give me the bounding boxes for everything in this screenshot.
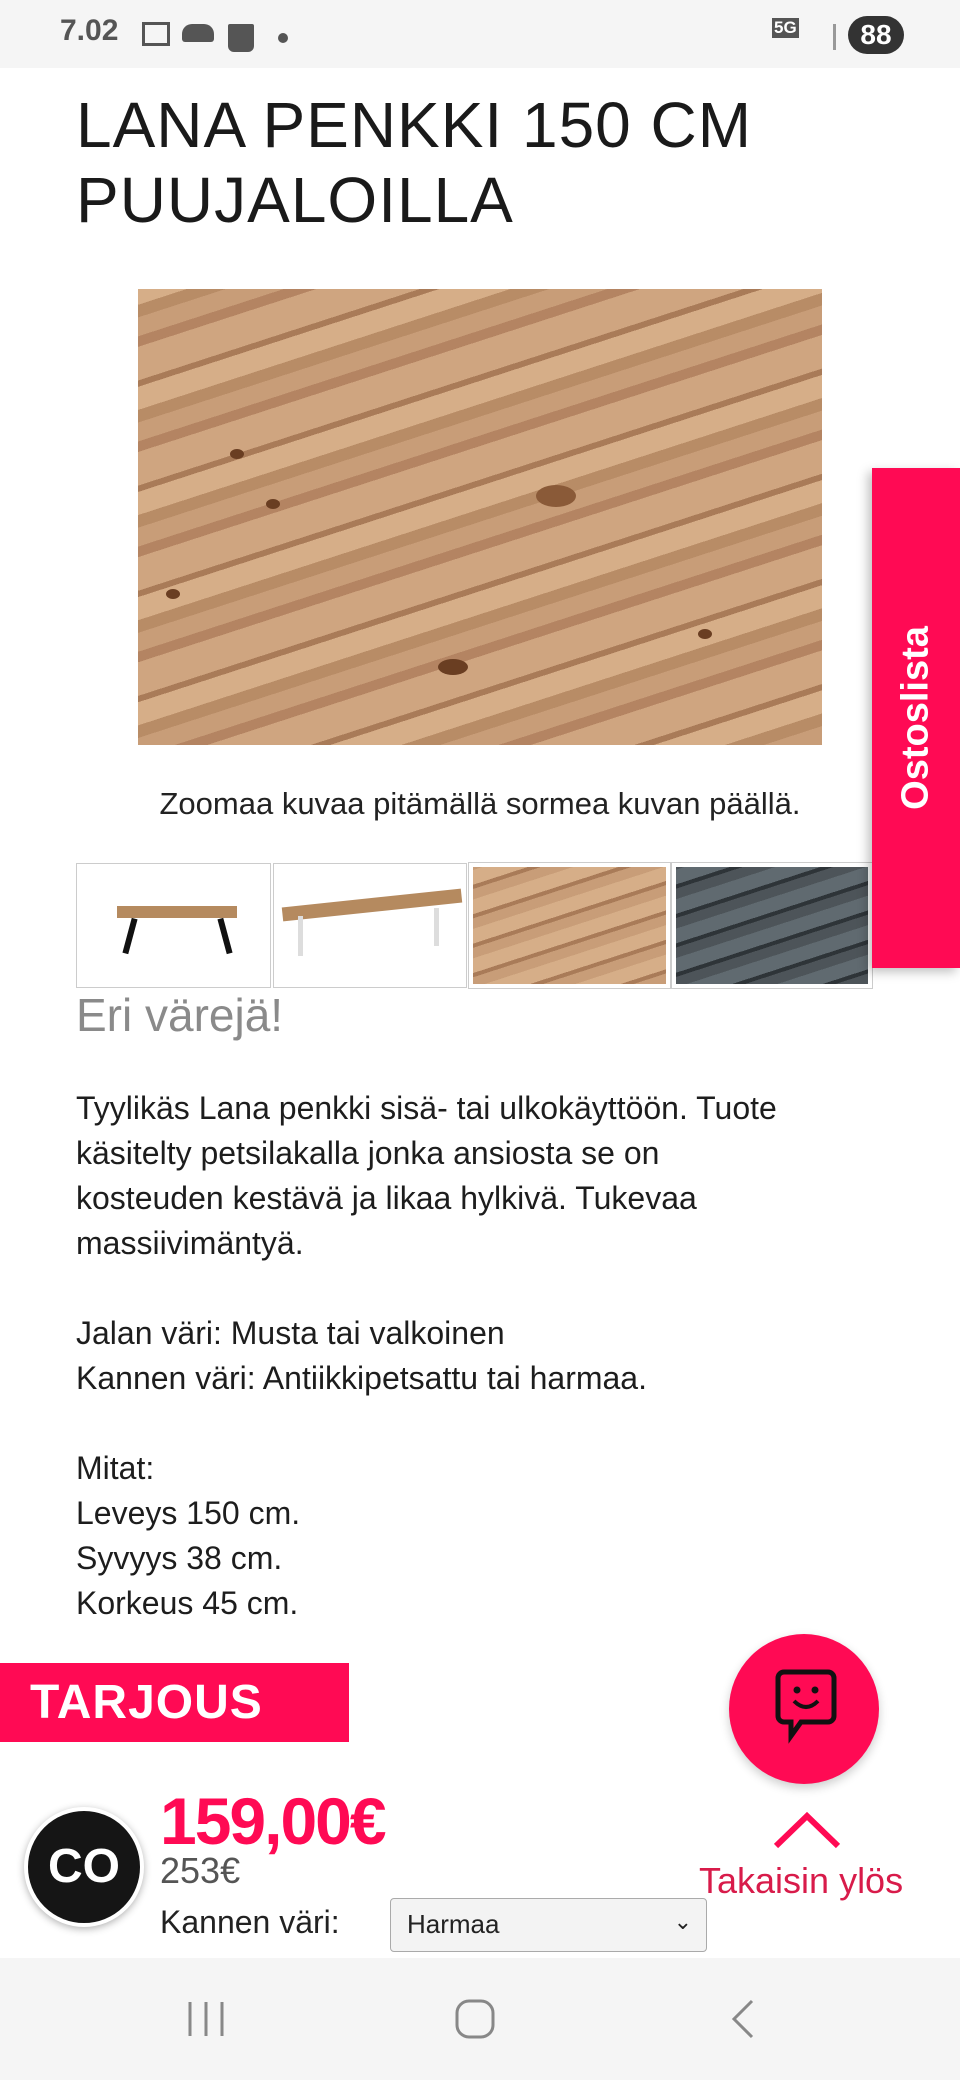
sale-price: 159,00€ (160, 1784, 385, 1858)
thumbnail-grey-wood[interactable] (672, 863, 873, 988)
dot-icon (278, 33, 288, 43)
recent-apps-icon[interactable] (186, 1998, 230, 2040)
thumbnail-antique-wood[interactable] (469, 863, 670, 988)
top-color: Kannen väri: Antiikkipetsattu tai harmaa. (76, 1360, 647, 1396)
system-nav-bar (0, 1958, 960, 2080)
chevron-up-icon[interactable] (772, 1810, 842, 1850)
page-title: LANA PENKKI 150 CM PUUJALOILLA (76, 89, 753, 236)
shopping-list-label: Ostoslista (894, 626, 937, 810)
home-icon[interactable] (454, 1998, 498, 2040)
thumbnail-gallery (76, 863, 872, 988)
option-label: Kannen väri: (160, 1904, 340, 1940)
dimensions (76, 1446, 300, 1626)
network-type: 5G (774, 18, 797, 37)
battery-indicator: 88 (848, 16, 904, 54)
original-price: 253€ (160, 1850, 241, 1891)
leg-color: Jalan väri: Musta tai valkoinen (76, 1315, 505, 1351)
dimension-depth: Syvyys 38 cm. (76, 1540, 283, 1576)
description-line: kosteuden kestävä ja likaa hylkivä. Tukevaa (76, 1180, 697, 1216)
colors-heading: Eri värejä! (76, 989, 284, 1041)
shopping-list-tab[interactable] (872, 468, 960, 968)
thumbnail-white-legs[interactable] (273, 863, 468, 988)
shopping-bag-icon (228, 24, 254, 52)
sale-badge: TARJOUS (0, 1663, 349, 1742)
dimensions-heading: Mitat: (76, 1450, 155, 1486)
chat-smiley-icon (729, 1634, 879, 1784)
thumbnail-black-legs[interactable] (76, 863, 271, 988)
co-button[interactable]: CO (24, 1807, 144, 1927)
description-line: massiivimäntyä. (76, 1225, 304, 1261)
color-info (76, 1311, 647, 1401)
dimension-width: Leveys 150 cm. (76, 1495, 301, 1531)
cloud-icon (182, 24, 214, 42)
description-line: käsitelty petsilakalla jonka ansiosta se on (76, 1135, 660, 1171)
back-icon[interactable] (726, 1998, 760, 2040)
product-description (76, 1086, 777, 1266)
top-color-select[interactable] (390, 1898, 707, 1952)
chevron-down-icon: ⌄ (673, 1909, 692, 1934)
select-value: Harmaa (407, 1909, 500, 1939)
status-bar (0, 0, 960, 68)
chat-button[interactable] (729, 1634, 879, 1784)
description-line: Tyylikäs Lana penkki sisä- tai ulkokäyttöön. Tuote (76, 1090, 777, 1126)
dimension-height: Korkeus 45 cm. (76, 1585, 299, 1621)
back-to-top-link[interactable]: Takaisin ylös (699, 1860, 904, 1901)
product-image[interactable] (138, 289, 822, 745)
zoom-hint: Zoomaa kuvaa pitämällä sormea kuvan päällä. (159, 786, 801, 821)
news-icon (142, 22, 170, 46)
clock: 7.02 (60, 14, 119, 47)
signal-icon (812, 24, 836, 50)
